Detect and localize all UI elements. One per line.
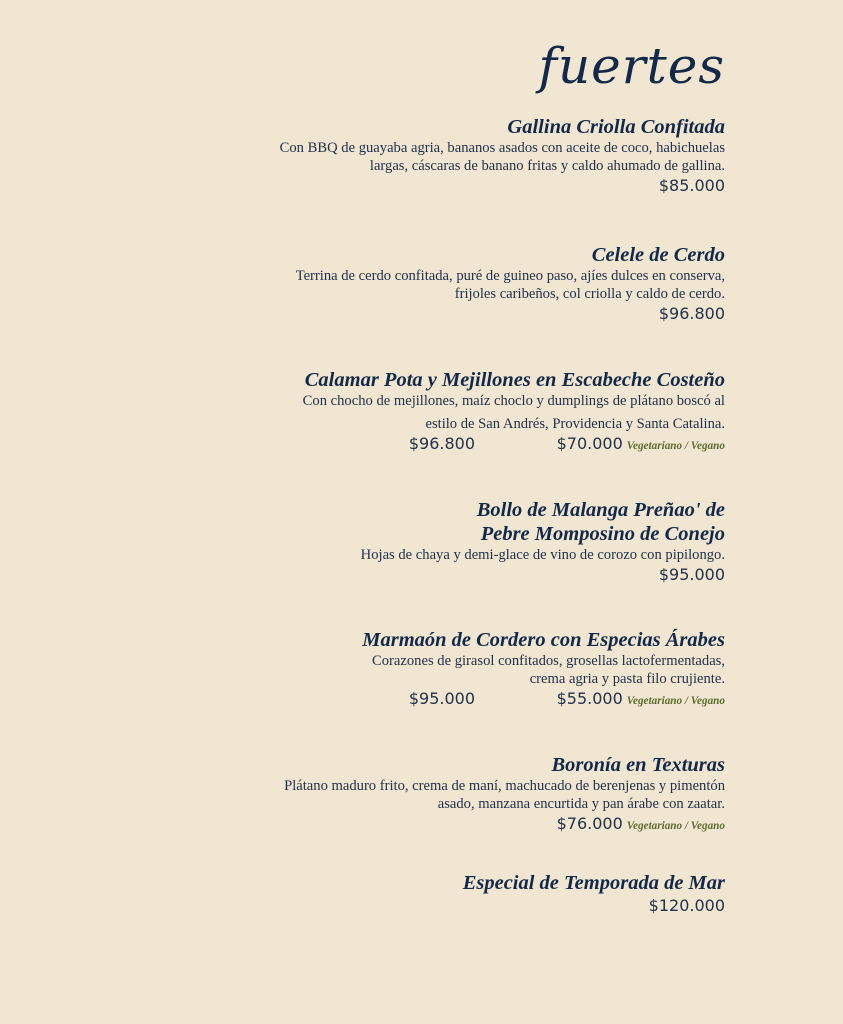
dish-especial-de-temporada [463, 871, 725, 917]
dish-prices [303, 433, 725, 455]
dish-name: Especial de Temporada de Mar [462, 872, 725, 894]
dish-description-line: Hojas de chaya y demi-glace de vino de corozo con pipilongo. [360, 547, 725, 563]
dish-marmaon-de-cordero [362, 628, 725, 710]
dish-description-line: crema agria y pasta filo crujiente. [529, 671, 725, 687]
dish-description-line: Corazones de girasol confitados, grosellas lactofermentadas, [372, 653, 725, 669]
dish-description-line: Terrina de cerdo confitada, puré de guineo paso, ajíes dulces en conserva, [295, 268, 725, 284]
dish-prices [362, 688, 725, 710]
dish-name-line: Pebre Momposino de Conejo [480, 523, 725, 545]
veg-label: Vegetariano / Vegano [626, 820, 725, 832]
dish-name: Boronía en Texturas [551, 754, 725, 776]
dish-bollo-de-malanga [361, 498, 725, 586]
dish-price: $96.800 [408, 434, 475, 453]
dish-calamar-pota [303, 368, 725, 455]
dish-veg-price-group [557, 813, 725, 837]
dish-description-line: Con chocho de mejillones, maíz choclo y dumplings de plátano boscó al [302, 393, 725, 409]
dish-name: Celele de Cerdo [591, 244, 725, 266]
dish-prices [284, 813, 725, 835]
dish-name: Gallina Criolla Confitada [507, 116, 725, 138]
dish-name-line: Bollo de Malanga Preñao' de [476, 499, 725, 521]
dish-description-line: frijoles caribeños, col criolla y caldo de cerdo. [454, 286, 725, 302]
dish-veg-price: $76.000 [556, 814, 623, 833]
dish-prices [361, 564, 725, 586]
dish-description-line: Con BBQ de guayaba agria, bananos asados con aceite de coco, habichuelas [279, 140, 725, 156]
dish-veg-price: $70.000 [556, 434, 623, 453]
dish-veg-price-group [557, 688, 725, 712]
dish-boronia-en-texturas [284, 753, 725, 835]
dish-description-line: Plátano maduro frito, crema de maní, machucado de berenjenas y pimentón [284, 778, 725, 794]
dish-veg-price-group [557, 433, 725, 457]
dish-prices [463, 895, 725, 917]
dish-description-line: estilo de San Andrés, Providencia y Santa Catalina. [425, 416, 725, 432]
section-title: fuertes [538, 37, 725, 95]
dish-prices [280, 175, 725, 197]
dish-celele-de-cerdo [296, 243, 725, 325]
dish-description-line: asado, manzana encurtida y pan árabe con zaatar. [437, 796, 725, 812]
dish-price: $85.000 [658, 176, 725, 195]
veg-label: Vegetariano / Vegano [626, 695, 725, 707]
dish-gallina-criolla [280, 115, 725, 197]
dish-price: $95.000 [658, 565, 725, 584]
dish-price: $120.000 [648, 896, 725, 915]
dish-name: Marmaón de Cordero con Especias Árabes [362, 629, 725, 651]
dish-veg-price: $55.000 [556, 689, 623, 708]
dish-prices [296, 303, 725, 325]
dish-description-line: largas, cáscaras de banano fritas y caldo ahumado de gallina. [369, 158, 725, 174]
dish-price: $95.000 [408, 689, 475, 708]
veg-label: Vegetariano / Vegano [626, 440, 725, 452]
dish-price: $96.800 [658, 304, 725, 323]
dish-name: Calamar Pota y Mejillones en Escabeche Costeño [304, 369, 725, 391]
